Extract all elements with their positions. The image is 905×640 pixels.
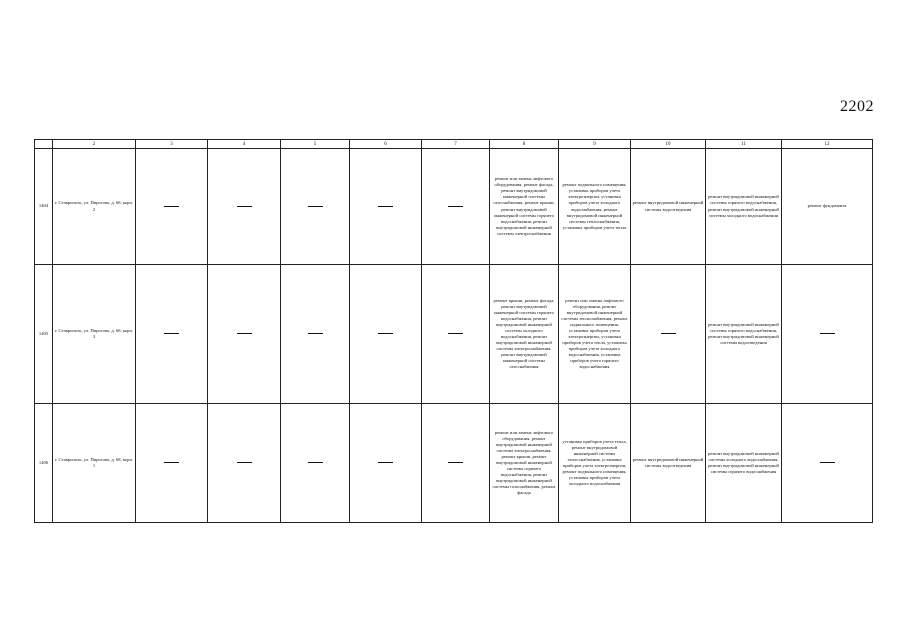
empty-cell bbox=[208, 404, 281, 523]
dash-mark bbox=[308, 462, 323, 463]
empty-cell bbox=[208, 265, 281, 404]
dash-mark bbox=[448, 206, 463, 207]
dash-mark bbox=[378, 333, 393, 334]
empty-cell bbox=[350, 149, 422, 265]
address-cell: г. Ставрополь, ул. Пирогова, д. 68, корп. 3 bbox=[53, 265, 136, 404]
header-cell: 8 bbox=[490, 140, 559, 149]
works-cell: ремонт внутридомовой инженерной системы водоотведения bbox=[631, 149, 706, 265]
dash-mark bbox=[237, 206, 252, 207]
dash-mark bbox=[661, 333, 676, 334]
dash-mark bbox=[237, 333, 252, 334]
empty-cell bbox=[422, 404, 490, 523]
works-cell: ремонт внутридомовой инженерной системы горячего водоснабжения, ремонт внутридомовой инженерной системы водоотведения bbox=[706, 265, 782, 404]
empty-cell bbox=[350, 265, 422, 404]
dash-mark bbox=[308, 333, 323, 334]
works-cell: ремонт внутридомовой инженерной системы водоотведения bbox=[631, 404, 706, 523]
empty-cell bbox=[281, 149, 350, 265]
empty-cell bbox=[136, 265, 208, 404]
works-cell: ремонт подвального помещения, установка приборов учета электроэнергии, установка приборов учета холодного водоснабжения, ремонт внутридомовой инженерной системы теплоснабжения, установка приборов учета тепла bbox=[559, 149, 631, 265]
header-cell: 11 bbox=[706, 140, 782, 149]
row-number: 1405 bbox=[35, 265, 53, 404]
address-cell: г. Ставрополь, ул. Пирогова, д. 68, корп. 2 bbox=[53, 149, 136, 265]
repair-program-table bbox=[34, 139, 873, 523]
empty-cell bbox=[782, 404, 873, 523]
header-cell: 2 bbox=[53, 140, 136, 149]
table-row bbox=[35, 404, 873, 523]
dash-mark bbox=[378, 206, 393, 207]
row-number: 1406 bbox=[35, 404, 53, 523]
row-number: 1404 bbox=[35, 149, 53, 265]
works-cell: ремонт фундамента bbox=[782, 149, 873, 265]
header-row bbox=[35, 140, 873, 149]
address-cell: г. Ставрополь, ул. Пирогова, д. 68, корп. 1 bbox=[53, 404, 136, 523]
dash-mark bbox=[820, 333, 835, 334]
dash-mark bbox=[448, 333, 463, 334]
empty-cell bbox=[350, 404, 422, 523]
dash-mark bbox=[237, 462, 252, 463]
works-cell: ремонт внутридомовой инженерной системы горячего водоснабжения, ремонт внутридомовой инженерной системы холодного водоснабжения bbox=[706, 149, 782, 265]
empty-cell bbox=[208, 149, 281, 265]
empty-cell bbox=[422, 265, 490, 404]
page-number: 2202 bbox=[840, 98, 874, 115]
dash-mark bbox=[448, 462, 463, 463]
dash-mark bbox=[378, 462, 393, 463]
empty-cell bbox=[281, 404, 350, 523]
works-cell: ремонт внутридомовой инженерной системы холодного водоснабжения, ремонт внутридомовой инженерной системы горячего водоснабжения bbox=[706, 404, 782, 523]
dash-mark bbox=[164, 333, 179, 334]
header-cell: 3 bbox=[136, 140, 208, 149]
dash-mark bbox=[164, 206, 179, 207]
header-cell: 5 bbox=[281, 140, 350, 149]
works-cell: ремонт крыши, ремонт фасада, ремонт внутридомовой инженерной системы горячего водоснабжения, ремонт внутридомовой инженерной системы холодного водоснабжения, ремонт внутридомовой инженерной системы электроснабжения, ремонт внутридомовой инженерной системы газоснабжения bbox=[490, 265, 559, 404]
works-cell: ремонт или замена лифтового оборудования, ремонт внутридомовой инженерной системы теплоснабжения, ремонт подвального помещения, установка приборов учета электроэнергии, установка приборов учета тепла, установка приборов учета холодного водоснабжения, установка приборов учета горячего водоснабжения bbox=[559, 265, 631, 404]
works-cell: ремонт или замена лифтового оборудования, ремонт фасада, ремонт внутридомовой инженерной системы газоснабжения, ремонт крыши, ремонт внутридомовой инженерной системы горячего водоснабжения, ремонт внутридомовой инженерной системы электроснабжения bbox=[490, 149, 559, 265]
header-cell bbox=[35, 140, 53, 149]
header-cell: 9 bbox=[559, 140, 631, 149]
dash-mark bbox=[164, 462, 179, 463]
table-row bbox=[35, 149, 873, 265]
empty-cell bbox=[136, 149, 208, 265]
table-row bbox=[35, 265, 873, 404]
header-cell: 10 bbox=[631, 140, 706, 149]
empty-cell bbox=[136, 404, 208, 523]
header-cell: 4 bbox=[208, 140, 281, 149]
header-cell: 6 bbox=[350, 140, 422, 149]
empty-cell bbox=[782, 265, 873, 404]
empty-cell bbox=[631, 265, 706, 404]
header-cell: 7 bbox=[422, 140, 490, 149]
works-cell: ремонт или замена лифтового оборудования, ремонт внутридомовой инженерной системы электроснабжения, ремонт крыши, ремонт внутридомовой инженерной системы горячего водоснабжения, ремонт внутридомовой инженерной системы газоснабжения, ремонт фасада bbox=[490, 404, 559, 523]
works-cell: установка приборов учета тепла, ремонт внутридомовой инженерной системы теплоснабжения, установка приборов учета электроэнергии, ремонт подвального помещения, установка приборов учета холодного водоснабжения bbox=[559, 404, 631, 523]
empty-cell bbox=[281, 265, 350, 404]
empty-cell bbox=[422, 149, 490, 265]
dash-mark bbox=[820, 462, 835, 463]
header-cell: 12 bbox=[782, 140, 873, 149]
dash-mark bbox=[308, 206, 323, 207]
